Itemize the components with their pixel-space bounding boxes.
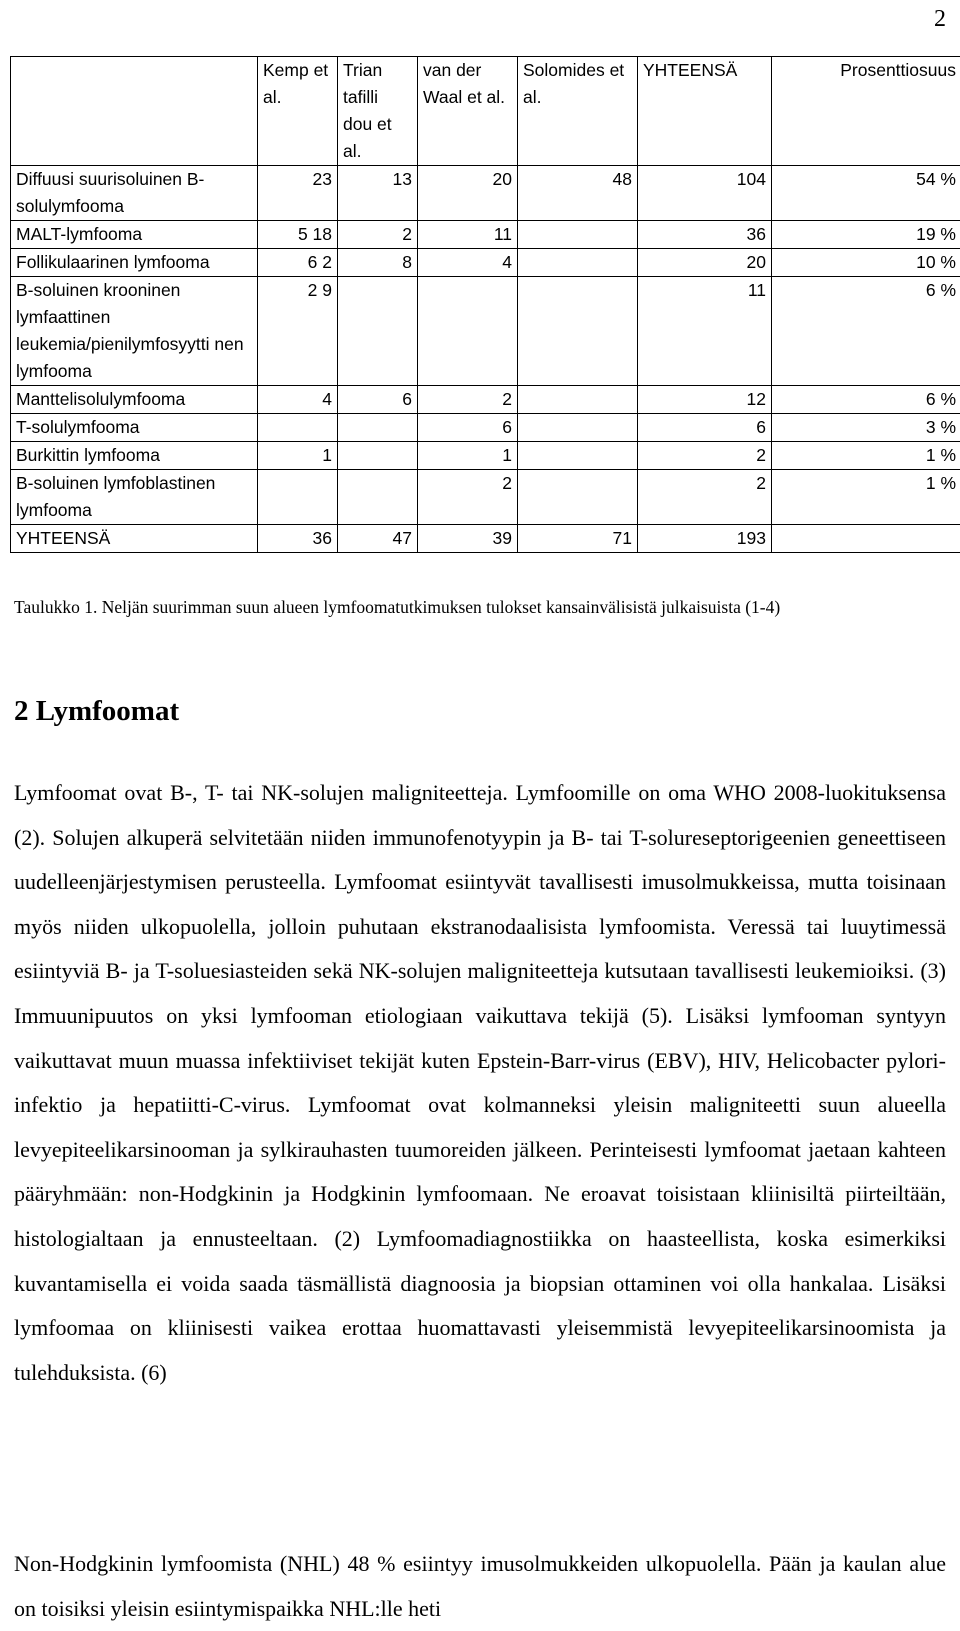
- table-cell: 6 2: [258, 249, 338, 277]
- table-cell: 3 %: [772, 414, 960, 442]
- table-cell: 6: [338, 386, 418, 414]
- table-cell: 6: [418, 414, 518, 442]
- table-cell: 6 %: [772, 386, 960, 414]
- table-cell: 1: [418, 442, 518, 470]
- table-cell: [518, 277, 638, 386]
- table-header-cell: Solomides et al.: [518, 57, 638, 166]
- table-header-cell: van der Waal et al.: [418, 57, 518, 166]
- table-cell: 2: [638, 442, 772, 470]
- table-cell: 13: [338, 166, 418, 221]
- table-cell: [518, 414, 638, 442]
- table-cell: 39: [418, 525, 518, 553]
- table-row: [11, 221, 960, 249]
- table-cell: 1 %: [772, 442, 960, 470]
- table-caption: Taulukko 1. Neljän suurimman suun alueen lymfoomatutkimuksen tulokset kansainvälisistä julkaisuista (1-4): [14, 597, 780, 618]
- table-header-cell: [11, 57, 258, 166]
- table-cell: 11: [638, 277, 772, 386]
- table-row: [11, 277, 960, 386]
- table-cell: 104: [638, 166, 772, 221]
- table-cell: 54 %: [772, 166, 960, 221]
- table-header-cell: YHTEENSÄ: [638, 57, 772, 166]
- table-cell: 47: [338, 525, 418, 553]
- table-cell: [772, 525, 960, 553]
- table-cell: 2: [418, 470, 518, 525]
- table-cell: [258, 414, 338, 442]
- table-cell: [418, 277, 518, 386]
- table-cell: 1 %: [772, 470, 960, 525]
- table-cell: 2: [638, 470, 772, 525]
- table-cell: 2 9: [258, 277, 338, 386]
- table-cell: 20: [418, 166, 518, 221]
- table-cell: 20: [638, 249, 772, 277]
- table-cell: 71: [518, 525, 638, 553]
- table-cell: 8: [338, 249, 418, 277]
- table-row-label: B-soluinen krooninen lymfaattinen leukemia/pienilymfosyytti nen lymfooma: [11, 277, 258, 386]
- table-row-label: Burkittin lymfooma: [11, 442, 258, 470]
- table-row-label: T-solulymfooma: [11, 414, 258, 442]
- table-cell: 2: [338, 221, 418, 249]
- table-cell: 19 %: [772, 221, 960, 249]
- table-cell: 6: [638, 414, 772, 442]
- table-cell: [338, 470, 418, 525]
- table-cell: 12: [638, 386, 772, 414]
- table-cell: 4: [418, 249, 518, 277]
- body-paragraph: Lymfoomat ovat B-, T- tai NK-solujen maligniteetteja. Lymfoomille on oma WHO 2008-luokituksensa (2). Solujen alkuperä selvitetään niiden immunofenotyypin ja B- tai T-solureseptorigeenien geneettiseen uudelleenjärjestymisen perusteella. Lymfoomat esiintyvät tavallisesti imusolmukkeissa, mutta toisinaan myös niiden ulkopuolella, jolloin puhutaan ekstranodaalisista lymfoomista. Veressä tai luuytimessä esiintyviä B- ja T-soluesiasteiden sekä NK-solujen maligniteetteja kutsutaan tavallisesti leukemioiksi. (3) Immuunipuutos on yksi lymfooman etiologiaan vaikuttava tekijä (5). Lisäksi lymfooman syntyyn vaikuttavat muun muassa infektiiviset tekijät kuten Epstein-Barr-virus (EBV), HIV, Helicobacter pylori-infektio ja hepatiitti-C-virus. Lymfoomat ovat kolmanneksi yleisin maligniteetti suun alueella levyepiteelikarsinooman ja sylkirauhasten tuumoreiden jälkeen. Perinteisesti lymfoomat jaetaan kahteen pääryhmään: non-Hodgkinin ja Hodgkinin lymfoomaan. Ne eroavat toisistaan kliinisiltä piirteiltään, histologialtaan ja ennusteeltaan. (2) Lymfoomadiagnostiikka on haasteellista, koska esimerkiksi kuvantamisella ei voida saada täsmällistä diagnoosia ja biopsian ottaminen voi olla hankalaa. Lisäksi lymfoomaa on kliinisesti vaikea erottaa huomattavasti yleisemmistä levyepiteelikarsinoomista ja tulehduksista. (6): [14, 771, 946, 1395]
- section-heading: 2 Lymfoomat: [14, 695, 179, 728]
- table-header-cell: Kemp et al.: [258, 57, 338, 166]
- table-cell: [518, 470, 638, 525]
- table-cell: [338, 442, 418, 470]
- table-row-label: MALT-lymfooma: [11, 221, 258, 249]
- table-row-label: Follikulaarinen lymfooma: [11, 249, 258, 277]
- table-header-cell: Prosenttiosuus: [772, 57, 960, 166]
- lymphoma-table: [10, 56, 960, 553]
- table-cell: 36: [638, 221, 772, 249]
- table-cell: 2: [418, 386, 518, 414]
- table-row: [11, 525, 960, 553]
- table-cell: [518, 221, 638, 249]
- table-cell: 4: [258, 386, 338, 414]
- table-cell: [338, 277, 418, 386]
- table-cell: 5 18: [258, 221, 338, 249]
- table-row-label: Manttelisolulymfooma: [11, 386, 258, 414]
- table-cell: [518, 442, 638, 470]
- table-row: [11, 442, 960, 470]
- table-cell: 6 %: [772, 277, 960, 386]
- table-row-label: B-soluinen lymfoblastinen lymfooma: [11, 470, 258, 525]
- table-cell: 36: [258, 525, 338, 553]
- table-row: [11, 470, 960, 525]
- table-row: [11, 414, 960, 442]
- table-header-row: [11, 57, 960, 166]
- table-cell: 23: [258, 166, 338, 221]
- table-cell: [518, 386, 638, 414]
- table-cell: 10 %: [772, 249, 960, 277]
- table-cell: 1: [258, 442, 338, 470]
- table-row: [11, 386, 960, 414]
- table-cell: 48: [518, 166, 638, 221]
- table-row: [11, 166, 960, 221]
- table-cell: 193: [638, 525, 772, 553]
- table-row: [11, 249, 960, 277]
- page-number: 2: [934, 6, 946, 33]
- table-cell: [258, 470, 338, 525]
- table-header-cell: Trian tafilli dou et al.: [338, 57, 418, 166]
- table-cell: [338, 414, 418, 442]
- table-cell: 11: [418, 221, 518, 249]
- body-paragraph: Non-Hodgkinin lymfoomista (NHL) 48 % esiintyy imusolmukkeiden ulkopuolella. Pään ja kaulan alue on toisiksi yleisin esiintymispaikka NHL:lle heti: [14, 1542, 946, 1631]
- table-cell: [518, 249, 638, 277]
- table-row-label: Diffuusi suurisoluinen B-solulymfooma: [11, 166, 258, 221]
- table-row-label: YHTEENSÄ: [11, 525, 258, 553]
